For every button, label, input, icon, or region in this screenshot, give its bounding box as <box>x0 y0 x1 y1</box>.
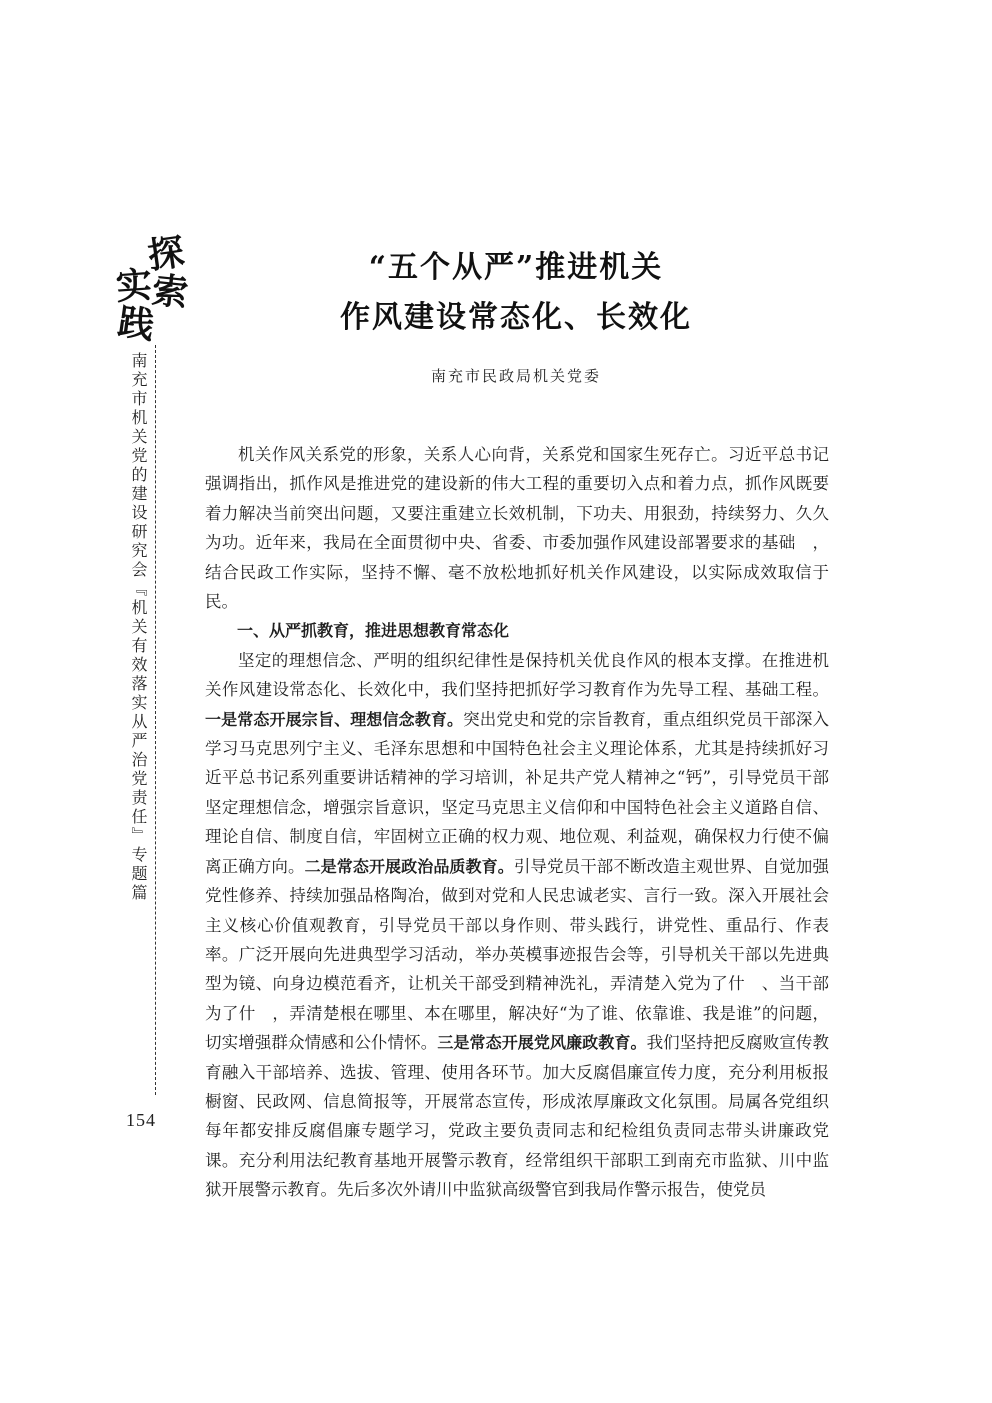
paragraph-text: 我们坚持把反腐败宣传教育融入干部培养、选拔、管理、使用各环节。加大反腐倡廉宣传力度，充分利用板报橱窗、民政网、信息简报等，开展常态宣传，形成浓厚廉政文化氛围。局属各党组织每年都安排反腐倡廉专题学习，党政主要负责同志和纪检组负责同志带头讲廉政党课。充分利用法纪教育基地开展警示教育，经常组织干部职工到南充市监狱、川中监狱开展警示教育。先后多次外请川中监狱高级警官到我局作警示报告，使党员 <box>205 1033 830 1200</box>
paragraph-text: 引导党员干部不断改造主观世界、自觉加强党性修养、持续加强品格陶冶，做到对党和人民忠诚老实、言行一致。深入开展社会主义核心价值观教育，引导党员干部以身作则、带头践行，讲党性、重品行、作表率。广泛开展向先进典型学习活动，举办英模事迹报告会等，引导机关干部以先进典型为镜、向身边模范看齐，让机关干部受到精神洗礼，弄清楚入党为了什 、当干部为了什 ，弄清楚根在哪里、本在哪里，解决好“为了谁、依靠谁、我是谁”的问题，切实增强群众情感和公仆情怀。 <box>205 856 830 1053</box>
bold-subheading-3: 三是常态开展党风廉政教育。 <box>437 1033 647 1053</box>
bold-subheading-2: 二是常态开展政治品质教育。 <box>304 856 514 876</box>
column-logo-char-3: 实 <box>114 263 154 309</box>
article-title-line-1: “五个从严”推进机关 <box>368 250 664 285</box>
article-title-line-2: 作风建设常态化、长效化 <box>340 300 692 335</box>
series-title-vertical: 南充市机关党的建设研究会『机关有效落实从严治党责任』专题篇 <box>129 352 148 903</box>
paragraph-text: 突出党史和党的宗旨教育，重点组织党员干部深入学习马克思列宁主义、毛泽东思想和中国特色社会主义理论体系，尤其是持续抓好习近平总书记系列重要讲话精神的学习培训，补足共产党人精神之“钙”，引导党员干部坚定理想信念，增强宗旨意识，坚定马克思主义信仰和中国特色社会主义道路自信、理论自信、制度自信，牢固树立正确的权力观、地位观、利益观，确保权力行使不偏离正确方向。 <box>205 709 829 876</box>
paragraph-section-1 <box>205 646 829 1205</box>
section-heading-1: 一、从严抓教育，推进思想教育常态化 <box>237 621 510 641</box>
bold-subheading-1: 一是常态开展宗旨、理想信念教育。 <box>205 709 464 729</box>
article-author: 南充市民政局机关党委 <box>430 367 601 385</box>
column-logo-char-1: 探 <box>145 230 187 278</box>
column-logo-char-2: 索 <box>149 269 191 315</box>
paragraph-text: 坚定的理想信念、严明的组织纪律性是保持机关优良作风的根本支撑。在推进机关作风建设常态化、长效化中，我们坚持把抓好学习教育作为先导工程、基础工程。 <box>205 650 829 700</box>
page-number: 154 <box>126 1110 156 1130</box>
article-body <box>205 440 829 1205</box>
column-logo <box>112 230 192 348</box>
paragraph-intro: 机关作风关系党的形象，关系人心向背，关系党和国家生死存亡。习近平总书记强调指出，抓作风是推进党的建设新的伟大工程的重要切入点和着力点，抓作风既要着力解决当前突出问题，又要注重建立长效机制，下功夫、用狠劲，持续努力、久久为功。近年来，我局在全面贯彻中央、省委、市委加强作风建设部署要求的基础 ，结合民政工作实际，坚持不懈、毫不放松地抓好机关作风建设，以实际成效取信于民。 <box>205 445 829 612</box>
sidebar-divider <box>155 345 156 1095</box>
column-logo-char-4: 践 <box>115 300 157 348</box>
